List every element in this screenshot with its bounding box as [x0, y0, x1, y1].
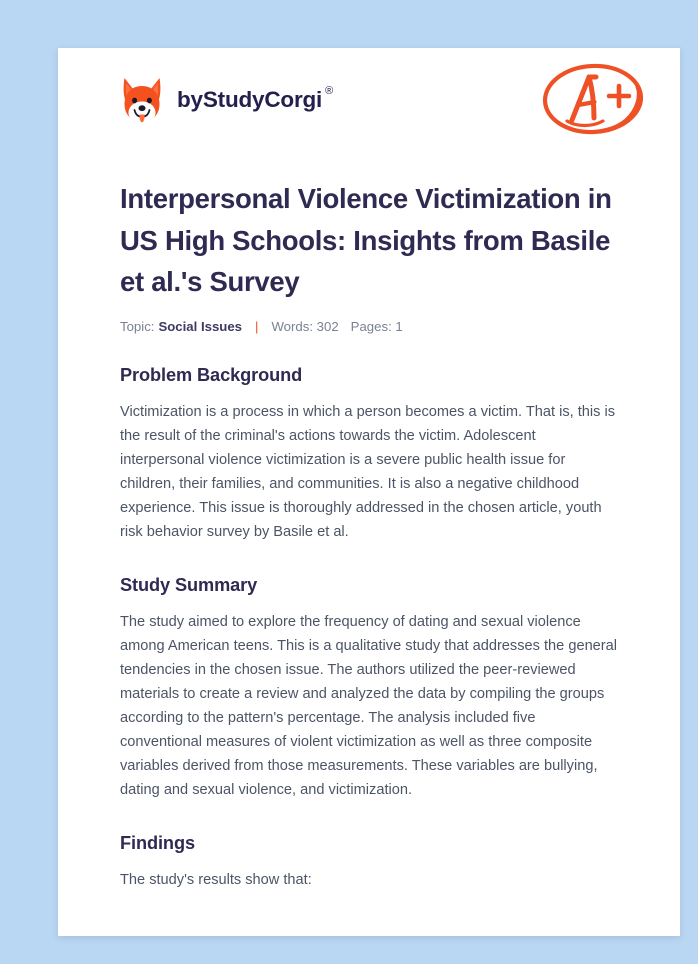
topic-value[interactable]: Social Issues	[158, 318, 243, 334]
document-paper	[58, 48, 680, 936]
meta-separator: |	[255, 318, 259, 334]
word-count: Words: 302	[271, 318, 339, 334]
topic-label: Topic:	[120, 318, 155, 334]
corgi-face-icon	[120, 75, 164, 125]
section-heading-study-summary: Study Summary	[120, 574, 258, 595]
page-count: Pages: 1	[350, 318, 403, 334]
brand-prefix: by	[177, 86, 203, 112]
page-title: Interpersonal Violence Victimization in US High Schools: Insights from Basile et al.'s Survey	[120, 183, 612, 297]
brand-wordmark	[177, 84, 334, 112]
section-paragraph-study-summary: The study aimed to explore the frequency of dating and sexual violence among American teens. This is a qualitative study that addresses the general tendencies in the chosen issue. The authors utilized the peer-reviewed materials to create a review and analyzed the data by compiling the groups according to the pattern's percentage. The analysis included five conventional measures of violent victimization as well as three composite variables derived from those measurements. These variables are bullying, dating and sexual violence, and victimization.	[120, 613, 618, 798]
section-heading-findings: Findings	[120, 832, 195, 853]
section-paragraph-findings: The study's results show that:	[120, 871, 312, 888]
section-heading-problem-background: Problem Background	[120, 364, 303, 385]
section-paragraph-problem-background: Victimization is a process in which a person becomes a victim. That is, this is the result of the criminal's actions towards the victim. Adolescent interpersonal violence victimization is a severe public health issue for children, their families, and communities. It is also a negative childhood experience. This issue is thoroughly addressed in the chosen article, youth risk behavior survey by Basile et al.	[120, 403, 616, 540]
a-plus-grade-icon	[537, 58, 649, 140]
document-header	[58, 48, 680, 158]
brand-name: StudyCorgi	[202, 86, 323, 112]
document-meta	[120, 319, 618, 334]
registered-trademark-icon: ®	[325, 84, 334, 97]
studycorgi-brand[interactable]	[120, 75, 333, 125]
document-body	[58, 178, 680, 892]
